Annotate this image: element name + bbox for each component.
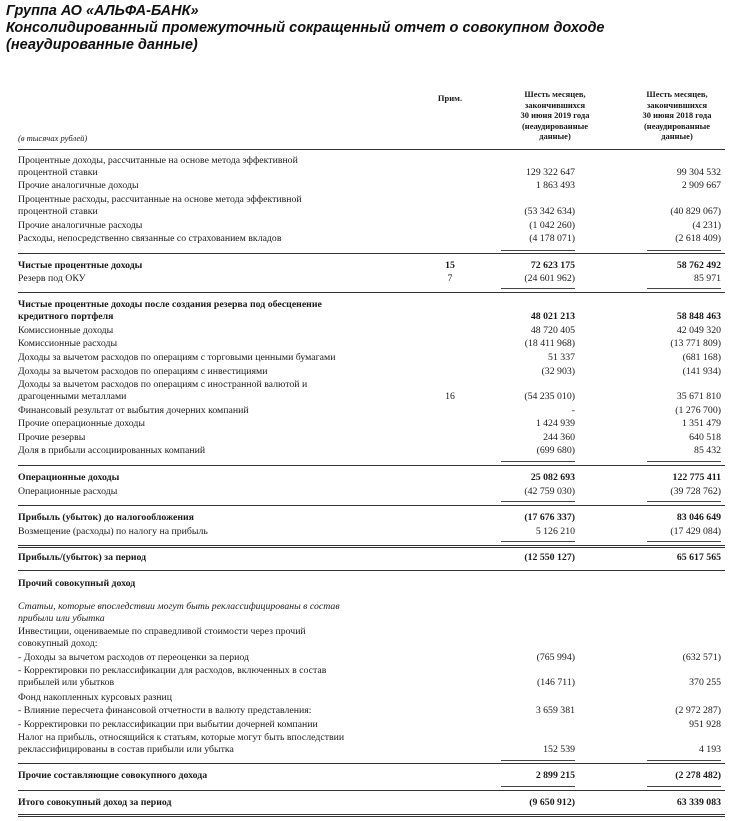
row-value-2019: -	[571, 405, 575, 416]
subtotal-rule	[647, 288, 721, 289]
row-label: Процентные расходы, рассчитанные на основе метода эффективной процентной ставки	[18, 194, 302, 218]
row-value-2018: 42 049 320	[676, 325, 721, 336]
row-label: Финансовый результат от выбытия дочерних компаний	[18, 405, 249, 416]
row-value-2019: 48 720 405	[530, 325, 575, 336]
row-value-2018: 83 046 649	[676, 512, 721, 523]
row-value-2019: (17 676 337)	[524, 512, 575, 523]
row-value-2019: (53 342 634)	[524, 206, 575, 218]
section-rule	[18, 814, 725, 817]
row-value-2018: 65 617 565	[676, 552, 721, 563]
row-label: Чистые процентные доходы после создания резерва под обесценение кредитного портфеля	[18, 299, 322, 323]
row-label: Чистые процентные доходы	[18, 260, 143, 271]
section-rule	[18, 465, 725, 466]
column-2018-header: Шесть месяцев, закончившихся 30 июня 2018 года (неаудированные данные)	[642, 89, 712, 142]
row-value-2018: (2 972 287)	[675, 705, 721, 716]
row-value-2019: 48 021 213	[530, 311, 575, 323]
row-label: Операционные доходы	[18, 472, 120, 483]
section-rule	[18, 545, 725, 548]
row-label: Налог на прибыль, относящийся к статьям, которые могут быть впоследствии реклассифицированы в состав прибыли или убытка	[18, 732, 345, 756]
subtotal-rule	[501, 288, 575, 289]
row-value-2018: (141 934)	[682, 366, 721, 377]
row-value-2019: (146 711)	[536, 677, 575, 689]
row-value-2019: (9 650 912)	[529, 797, 575, 808]
row-label: Прибыль/(убыток) за период	[18, 552, 147, 563]
row-label: Комиссионные расходы	[18, 338, 118, 349]
subtotal-rule	[501, 760, 575, 761]
subtotal-rule	[501, 786, 575, 787]
row-note: 15	[445, 260, 455, 271]
subtotal-rule	[501, 461, 575, 462]
section-rule	[18, 505, 725, 506]
row-label: - Влияние пересчета финансовой отчетности в валюту представления:	[18, 705, 312, 716]
row-label: Прочие аналогичные расходы	[18, 220, 143, 231]
row-value-2018: (13 771 809)	[670, 338, 721, 349]
row-label: Процентные доходы, рассчитанные на основе метода эффективной процентной ставки	[18, 155, 298, 179]
row-note: 16	[445, 391, 455, 403]
section-rule	[18, 570, 725, 571]
row-value-2019: (42 759 030)	[524, 486, 575, 497]
row-label: Прочий совокупный доход	[18, 578, 136, 589]
row-value-2018: 35 671 810	[676, 391, 721, 403]
row-label: Доходы за вычетом расходов по операциям с иностранной валютой и драгоценными металлами	[18, 379, 308, 403]
row-value-2018: (40 829 067)	[670, 206, 721, 218]
row-value-2019: 1 424 939	[535, 418, 575, 429]
subtotal-rule	[501, 501, 575, 502]
row-value-2018: 85 971	[694, 273, 721, 284]
row-value-2018: 85 432	[694, 445, 721, 456]
subtotal-rule	[647, 250, 721, 251]
row-label: Инвестиции, оцениваемые по справедливой стоимости через прочий совокупный доход:	[18, 626, 306, 650]
header-rule	[18, 149, 725, 150]
row-value-2019: 244 360	[543, 432, 575, 443]
row-value-2018: (39 728 762)	[670, 486, 721, 497]
row-value-2019: 5 126 210	[535, 526, 575, 537]
row-label: Прочие операционные доходы	[18, 418, 145, 429]
subtotal-rule	[647, 501, 721, 502]
row-value-2019: 51 337	[548, 352, 575, 363]
row-value-2018: (2 618 409)	[675, 233, 721, 244]
row-value-2019: 129 322 647	[526, 167, 575, 179]
row-value-2018: (2 278 482)	[675, 770, 721, 781]
row-value-2018: 370 255	[689, 677, 721, 689]
group-title: Группа АО «АЛЬФА-БАНК»	[6, 3, 199, 19]
row-label: Операционные расходы	[18, 486, 118, 497]
report-title: Консолидированный промежуточный сокращенный отчет о совокупном доходе	[6, 20, 605, 36]
section-rule	[18, 292, 725, 293]
section-rule	[18, 253, 725, 254]
row-value-2019: 3 659 381	[535, 705, 575, 716]
row-value-2019: (765 994)	[536, 652, 575, 663]
row-label: Фонд накопленных курсовых разниц	[18, 692, 173, 703]
row-label: Итого совокупный доход за период	[18, 797, 172, 808]
row-value-2018: (17 429 084)	[670, 526, 721, 537]
row-value-2019: 1 863 493	[535, 180, 575, 191]
row-value-2019: (4 178 071)	[529, 233, 575, 244]
note-column-header: Прим.	[437, 93, 463, 103]
row-label: Статьи, которые впоследствии могут быть реклассифицированы в состав прибыли или убытка	[18, 601, 340, 625]
row-value-2019: 152 539	[543, 744, 575, 756]
row-value-2019: 72 623 175	[530, 260, 575, 271]
row-value-2018: 58 848 463	[676, 311, 721, 323]
row-value-2018: 63 339 083	[676, 797, 721, 808]
row-note: 7	[447, 273, 453, 284]
row-value-2018: (1 276 700)	[675, 405, 721, 416]
row-value-2019: 2 899 215	[535, 770, 575, 781]
units-caption: (в тысячах рублей)	[18, 133, 88, 143]
row-label: Прочие составляющие совокупного дохода	[18, 770, 208, 781]
section-rule	[18, 790, 725, 791]
row-value-2019: (699 680)	[536, 445, 575, 456]
report-subtitle: (неаудированные данные)	[6, 37, 198, 53]
column-2019-header: Шесть месяцев, закончившихся 30 июня 2019 года (неаудированные данные)	[520, 89, 590, 142]
section-rule	[18, 763, 725, 764]
subtotal-rule	[647, 461, 721, 462]
row-label: - Корректировки по реклассификации для расходов, включенных в состав прибылей или убытков	[18, 665, 327, 689]
row-value-2019: (1 042 260)	[529, 220, 575, 231]
row-label: Доля в прибыли ассоциированных компаний	[18, 445, 206, 456]
row-value-2019: (32 903)	[541, 366, 575, 377]
row-label: - Корректировки по реклассификации при выбытии дочерней компании	[18, 719, 318, 730]
subtotal-rule	[501, 541, 575, 542]
row-label: Прибыль (убыток) до налогообложения	[18, 512, 194, 523]
row-value-2018: 4 193	[698, 744, 721, 756]
row-label: - Доходы за вычетом расходов от переоценки за период	[18, 652, 249, 663]
row-value-2018: 58 762 492	[676, 260, 721, 271]
row-value-2018: (681 168)	[682, 352, 721, 363]
row-value-2018: 99 304 532	[676, 167, 721, 179]
row-value-2018: 2 909 667	[681, 180, 721, 191]
row-value-2018: 640 518	[689, 432, 721, 443]
row-label: Доходы за вычетом расходов по операциям с инвестициями	[18, 366, 268, 377]
row-value-2018: (4 231)	[692, 220, 721, 231]
subtotal-rule	[647, 786, 721, 787]
row-value-2018: 951 928	[689, 719, 721, 730]
subtotal-rule	[647, 541, 721, 542]
row-label: Возмещение (расходы) по налогу на прибыль	[18, 526, 208, 537]
row-value-2019: (54 235 010)	[524, 391, 575, 403]
row-label: Доходы за вычетом расходов по операциям с торговыми ценными бумагами	[18, 352, 336, 363]
row-label: Прочие резервы	[18, 432, 86, 443]
row-value-2019: (24 601 962)	[524, 273, 575, 284]
row-value-2019: (12 550 127)	[524, 552, 575, 563]
row-label: Расходы, непосредственно связанные со страхованием вкладов	[18, 233, 282, 244]
row-value-2019: (18 411 968)	[524, 338, 575, 349]
row-value-2018: 122 775 411	[672, 472, 721, 483]
row-value-2019: 25 082 693	[530, 472, 575, 483]
row-label: Резерв под ОКУ	[18, 273, 86, 284]
row-label: Прочие аналогичные доходы	[18, 180, 139, 191]
subtotal-rule	[501, 250, 575, 251]
row-value-2018: 1 351 479	[681, 418, 721, 429]
row-label: Комиссионные доходы	[18, 325, 114, 336]
subtotal-rule	[647, 760, 721, 761]
row-value-2018: (632 571)	[682, 652, 721, 663]
